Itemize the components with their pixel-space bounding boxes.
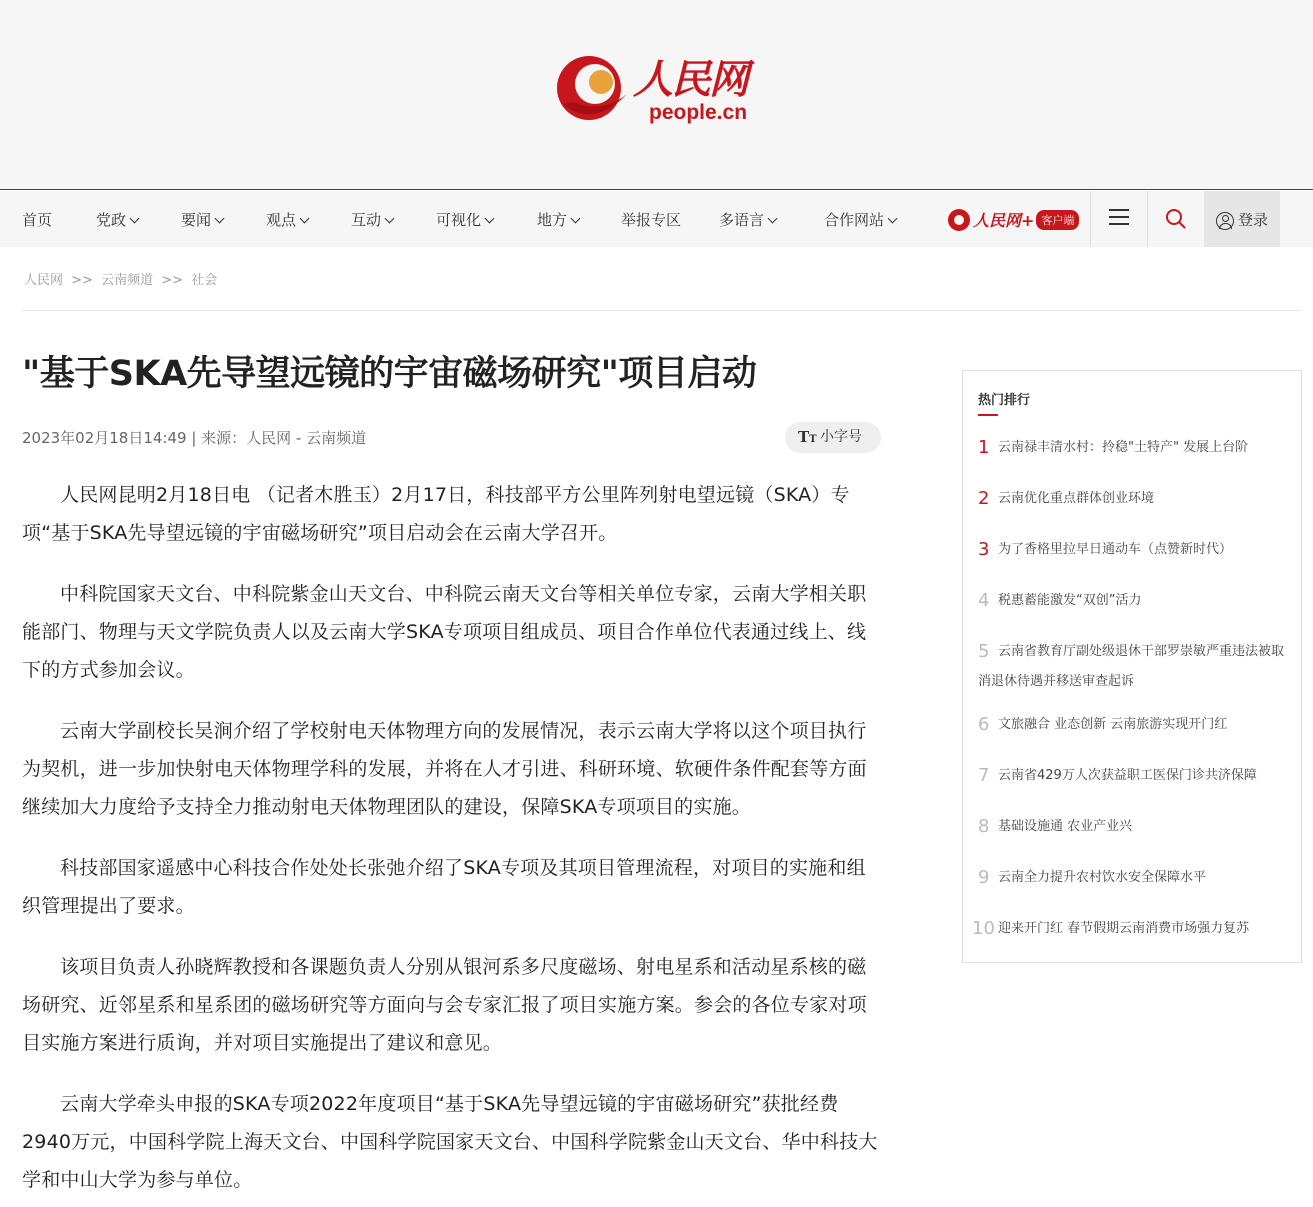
nav-item-local[interactable]: [537, 191, 579, 247]
rank-number: 1: [978, 437, 990, 458]
article-paragraph: 中科院国家天文台、中科院紫金山天文台、中科院云南天文台等相关单位专家，云南大学相关职能部门、物理与天文学院负责人以及云南大学SKA专项项目组成员、项目合作单位代表通过线上、线下的方式参加会议。: [22, 583, 867, 681]
nav-item-opinion[interactable]: [266, 191, 308, 247]
hot-item-text: 云南全力提升农村饮水安全保障水平: [998, 870, 1207, 885]
app-client-link[interactable]: [948, 207, 1079, 232]
nav-item-partners[interactable]: [824, 191, 896, 247]
rank-number: 8: [978, 816, 990, 837]
article-title: "基于SKA先导望远镜的宇宙磁场研究"项目启动: [22, 354, 757, 394]
rank-number: 9: [978, 867, 990, 888]
breadcrumb-separator: >>: [71, 273, 93, 288]
nav-divider: [1147, 191, 1148, 247]
hot-ranking-panel: [962, 370, 1302, 963]
hot-item-text: 基础设施通 农业产业兴: [998, 819, 1133, 834]
article-paragraph: 人民网昆明2月18日电 （记者木胜玉）2月17日，科技部平方公里阵列射电望远镜（SKA）专项“基于SKA先导望远镜的宇宙磁场研究”项目启动会在云南大学召开。: [22, 484, 850, 544]
nav-item-visual[interactable]: [436, 191, 493, 247]
font-size-button[interactable]: [785, 422, 881, 453]
breadcrumb-item-home[interactable]: 人民网: [24, 273, 64, 288]
people-mini-logo-icon: [948, 209, 970, 231]
hot-item-text: 税惠蓄能激发“双创”活力: [998, 593, 1142, 608]
people-logo-mark: [553, 44, 633, 128]
hot-item-text: 云南禄丰清水村：拎稳"土特产" 发展上台阶: [998, 440, 1249, 455]
breadcrumb: [24, 269, 217, 288]
rank-number: 6: [978, 714, 990, 735]
nav-item-interact[interactable]: [351, 191, 393, 247]
nav-label: 可视化: [436, 211, 482, 229]
hot-item[interactable]: [978, 484, 1293, 514]
breadcrumb-item-channel[interactable]: 云南频道: [101, 273, 154, 288]
nav-label: 多语言: [719, 211, 765, 229]
nav-label: 举报专区: [621, 211, 682, 229]
nav-label: 首页: [22, 211, 53, 229]
rank-number: 2: [978, 488, 990, 509]
hot-item-text: 云南省教育厅副处级退休干部罗崇敏严重违法被取消退休待遇并移送审查起诉: [978, 644, 1285, 689]
hot-item-text: 文旅融合 业态创新 云南旅游实现开门红: [998, 717, 1228, 732]
hot-item[interactable]: [978, 761, 1293, 791]
search-icon[interactable]: [1165, 208, 1187, 230]
article-paragraph: 该项目负责人孙晓辉教授和各课题负责人分别从银河系多尺度磁场、射电星系和活动星系核的磁场研究、近邻星系和星系团的磁场研究等方面向与会专家汇报了项目实施方案。参会的各位专家对项目实施方案进行质询，并对项目实施提出了建议和意见。: [22, 956, 867, 1054]
hot-item[interactable]: [978, 710, 1293, 740]
text-size-icon: TT: [798, 428, 817, 446]
hot-item[interactable]: [978, 433, 1293, 463]
app-name: 人民网+: [973, 211, 1035, 230]
logo-domain: people.cn: [649, 101, 748, 124]
nav-label: 观点: [266, 211, 297, 229]
nav-label: 要闻: [181, 211, 212, 229]
rank-number: 10: [972, 918, 995, 939]
user-icon: [1216, 212, 1234, 230]
chevron-down-icon: [888, 214, 898, 224]
hot-item[interactable]: [978, 535, 1293, 565]
hot-item[interactable]: [978, 586, 1293, 616]
nav-item-home[interactable]: [22, 191, 52, 247]
hot-ranking-title: 热门排行: [978, 393, 1031, 408]
site-header: [0, 0, 1313, 190]
nav-item-news[interactable]: [181, 191, 223, 247]
divider: [22, 310, 1301, 311]
nav-label: 互动: [351, 211, 382, 229]
hot-item[interactable]: [978, 637, 1293, 697]
article-body: [22, 476, 882, 1207]
hot-item-text: 云南优化重点群体创业环境: [998, 491, 1155, 506]
login-label: 登录: [1238, 211, 1269, 229]
chevron-down-icon: [130, 214, 140, 224]
rank-number: 3: [978, 539, 990, 560]
article-paragraph: 科技部国家遥感中心科技合作处处长张弛介绍了SKA专项及其项目管理流程，对项目的实施和组织管理提出了要求。: [22, 857, 866, 917]
breadcrumb-separator: >>: [161, 273, 184, 288]
nav-label: 合作网站: [824, 211, 885, 229]
article-paragraph: 云南大学牵头申报的SKA专项2022年度项目“基于SKA先导望远镜的宇宙磁场研究”获批经费2940万元，中国科学院上海天文台、中国科学院国家天文台、中国科学院紫金山天文台、华中科技大学和中山大学为参与单位。: [22, 1093, 878, 1191]
hot-item-text: 为了香格里拉早日通动车（点赞新时代）: [998, 542, 1233, 557]
hamburger-menu-icon[interactable]: [1109, 209, 1129, 227]
people-logo[interactable]: [553, 44, 783, 128]
article-paragraph: 云南大学副校长吴涧介绍了学校射电天体物理方向的发展情况，表示云南大学将以这个项目执行为契机，进一步加快射电天体物理学科的发展，并将在人才引进、科研环境、软硬件条件配套等方面继续加大力度给予支持全力推动射电天体物理团队的建设，保障SKA专项项目的实施。: [22, 720, 867, 818]
rank-number: 7: [978, 765, 990, 786]
app-tag: 客户端: [1036, 210, 1079, 230]
chevron-down-icon: [768, 214, 778, 224]
chevron-down-icon: [300, 214, 310, 224]
chevron-down-icon: [485, 214, 495, 224]
nav-divider: [1090, 191, 1091, 247]
login-button[interactable]: [1204, 191, 1280, 247]
title-underline: [978, 414, 998, 416]
breadcrumb-item-section[interactable]: 社会: [191, 273, 218, 288]
rank-number: 4: [978, 590, 990, 611]
chevron-down-icon: [385, 214, 395, 224]
hot-item[interactable]: [978, 863, 1293, 893]
nav-label: 党政: [96, 211, 127, 229]
nav-item-report[interactable]: [621, 191, 681, 247]
hot-item-text: 云南省429万人次获益职工医保门诊共济保障: [998, 768, 1257, 783]
article-meta: 2023年02月18日14:49 | 来源：人民网 - 云南频道: [22, 429, 367, 447]
rank-number: 5: [978, 641, 990, 662]
font-size-label: 小字号: [820, 429, 862, 445]
logo-chinese-name: 人民网: [633, 56, 747, 103]
hot-item-text: 迎来开门红 春节假期云南消费市场强力复苏: [998, 921, 1250, 936]
nav-item-party[interactable]: [96, 191, 138, 247]
chevron-down-icon: [571, 214, 581, 224]
hot-item[interactable]: [972, 914, 1293, 944]
nav-item-language[interactable]: [719, 191, 776, 247]
hot-item[interactable]: [978, 812, 1293, 842]
chevron-down-icon: [215, 214, 225, 224]
nav-label: 地方: [537, 211, 568, 229]
